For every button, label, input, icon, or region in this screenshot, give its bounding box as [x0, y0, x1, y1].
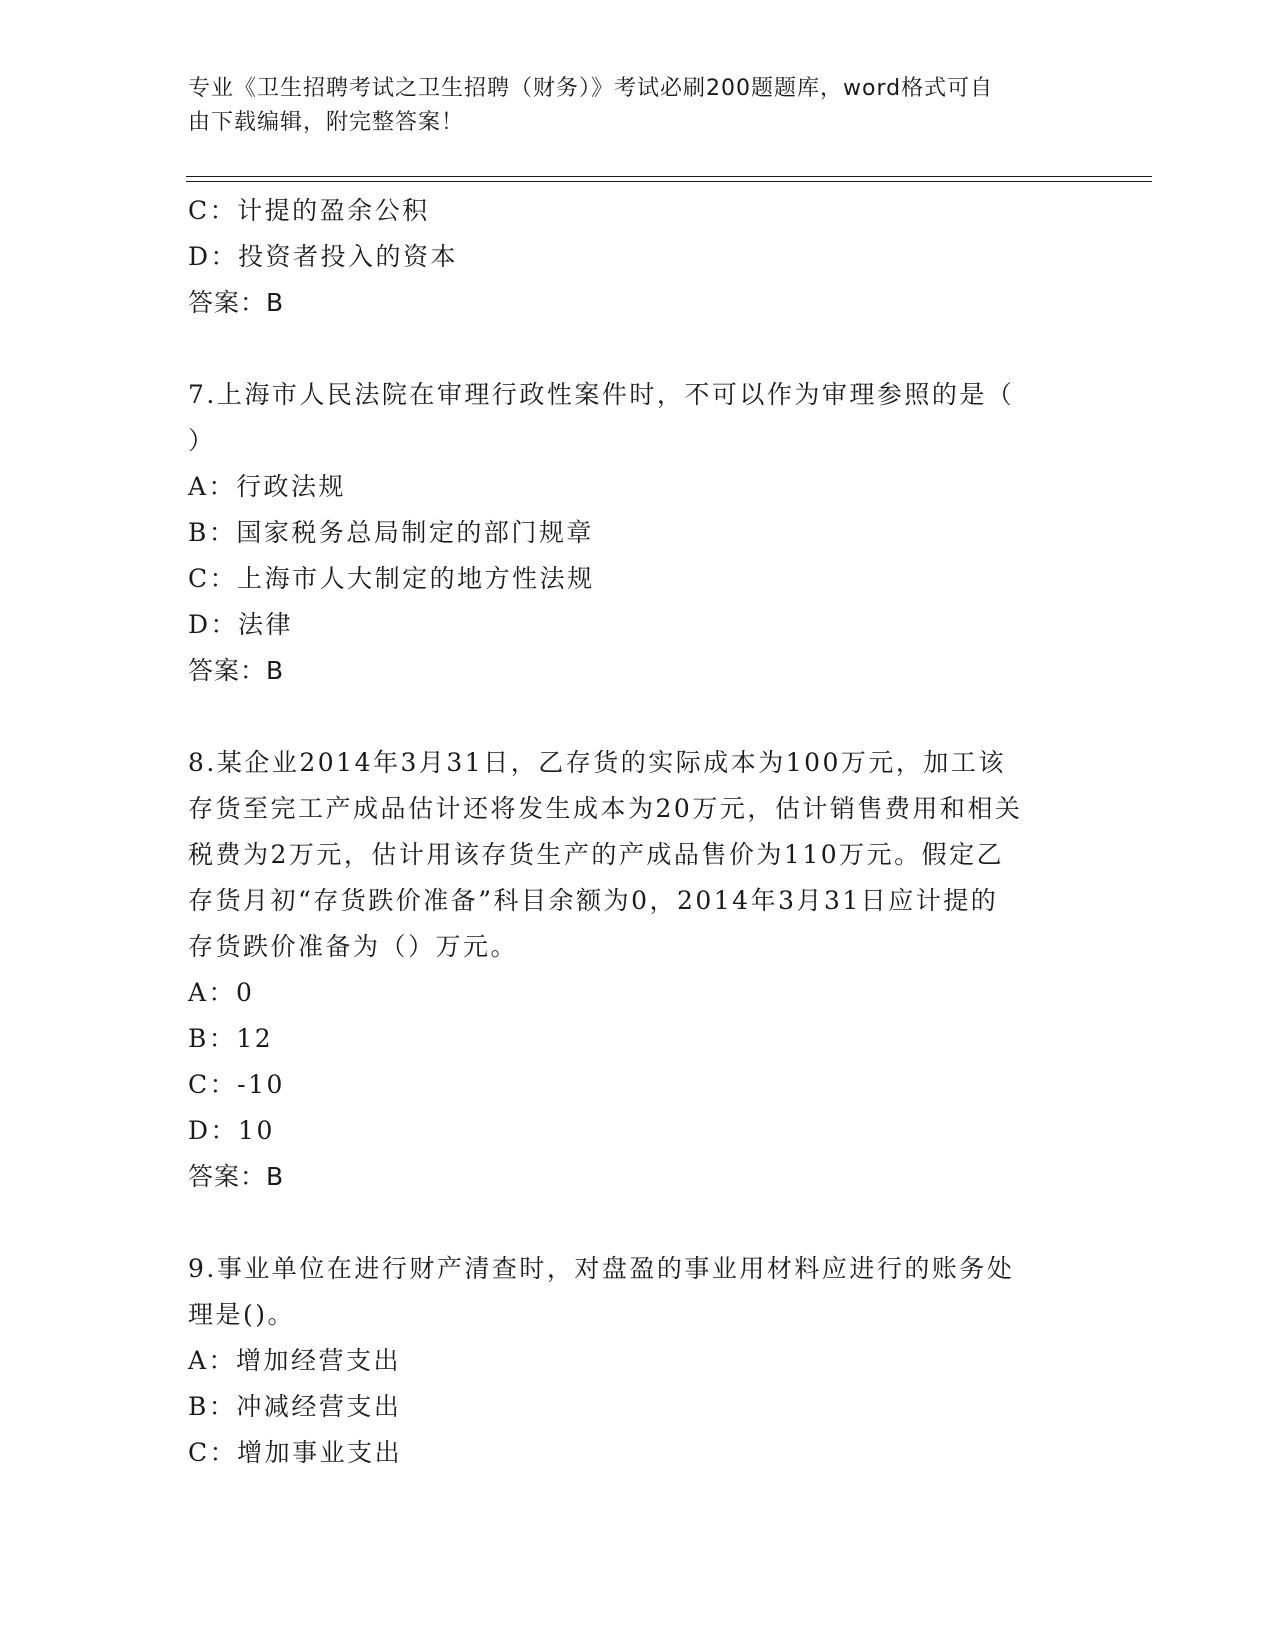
question-text-line: ） — [188, 426, 216, 455]
option-a: A：增加经营支出 — [188, 1346, 402, 1375]
document-body — [188, 188, 1088, 1476]
option-b: B：冲减经营支出 — [188, 1392, 402, 1421]
question-text-line: 7.上海市人民法院在审理行政性案件时，不可以作为审理参照的是（ — [188, 380, 1015, 409]
header-line-1: 专业《卫生招聘考试之卫生招聘（财务）》考试必刷200题题库，word格式可自 — [188, 76, 994, 101]
question-text-line: 9.事业单位在进行财产清查时，对盘盈的事业用材料应进行的账务处 — [188, 1254, 1015, 1283]
option-b: B：12 — [188, 1024, 274, 1053]
header-line-2: 由下载编辑，附完整答案！ — [188, 110, 465, 135]
question-text-line: 税费为2万元，估计用该存货生产的产成品售价为110万元。假定乙 — [188, 840, 1005, 869]
header-rule-bottom — [186, 181, 1152, 182]
spacer — [188, 326, 1088, 372]
spacer — [188, 694, 1088, 740]
question-text — [188, 372, 1088, 464]
option-d: D：投资者投入的资本 — [188, 242, 459, 271]
option-a: A：行政法规 — [188, 472, 347, 501]
option-c: C：增加事业支出 — [188, 1438, 403, 1467]
question-7 — [188, 372, 1088, 694]
option-d: D：法律 — [188, 610, 294, 639]
answer: 答案：B — [188, 1162, 285, 1191]
header-rule-top — [186, 176, 1152, 177]
answer: 答案：B — [188, 656, 285, 685]
spacer — [188, 1200, 1088, 1246]
option-c: C：-10 — [188, 1070, 285, 1099]
question-8 — [188, 740, 1088, 1200]
question-9 — [188, 1246, 1088, 1476]
question-text-line: 理是()。 — [188, 1300, 296, 1329]
question-text — [188, 740, 1088, 970]
document-header — [188, 72, 1068, 140]
option-c: C：计提的盈余公积 — [188, 196, 430, 225]
question-text — [188, 1246, 1088, 1338]
question-text-line: 存货月初“存货跌价准备”科目余额为0，2014年3月31日应计提的 — [188, 886, 999, 915]
option-d: D：10 — [188, 1116, 275, 1145]
option-b: B：国家税务总局制定的部门规章 — [188, 518, 594, 547]
answer: 答案：B — [188, 288, 285, 317]
question-text-line: 8.某企业2014年3月31日，乙存货的实际成本为100万元，加工该 — [188, 748, 1006, 777]
question-6-tail — [188, 188, 1088, 326]
option-a: A：0 — [188, 978, 255, 1007]
option-c: C：上海市人大制定的地方性法规 — [188, 564, 595, 593]
question-text-line: 存货跌价准备为（）万元。 — [188, 932, 519, 961]
question-text-line: 存货至完工产成品估计还将发生成本为20万元，估计销售费用和相关 — [188, 794, 1023, 823]
